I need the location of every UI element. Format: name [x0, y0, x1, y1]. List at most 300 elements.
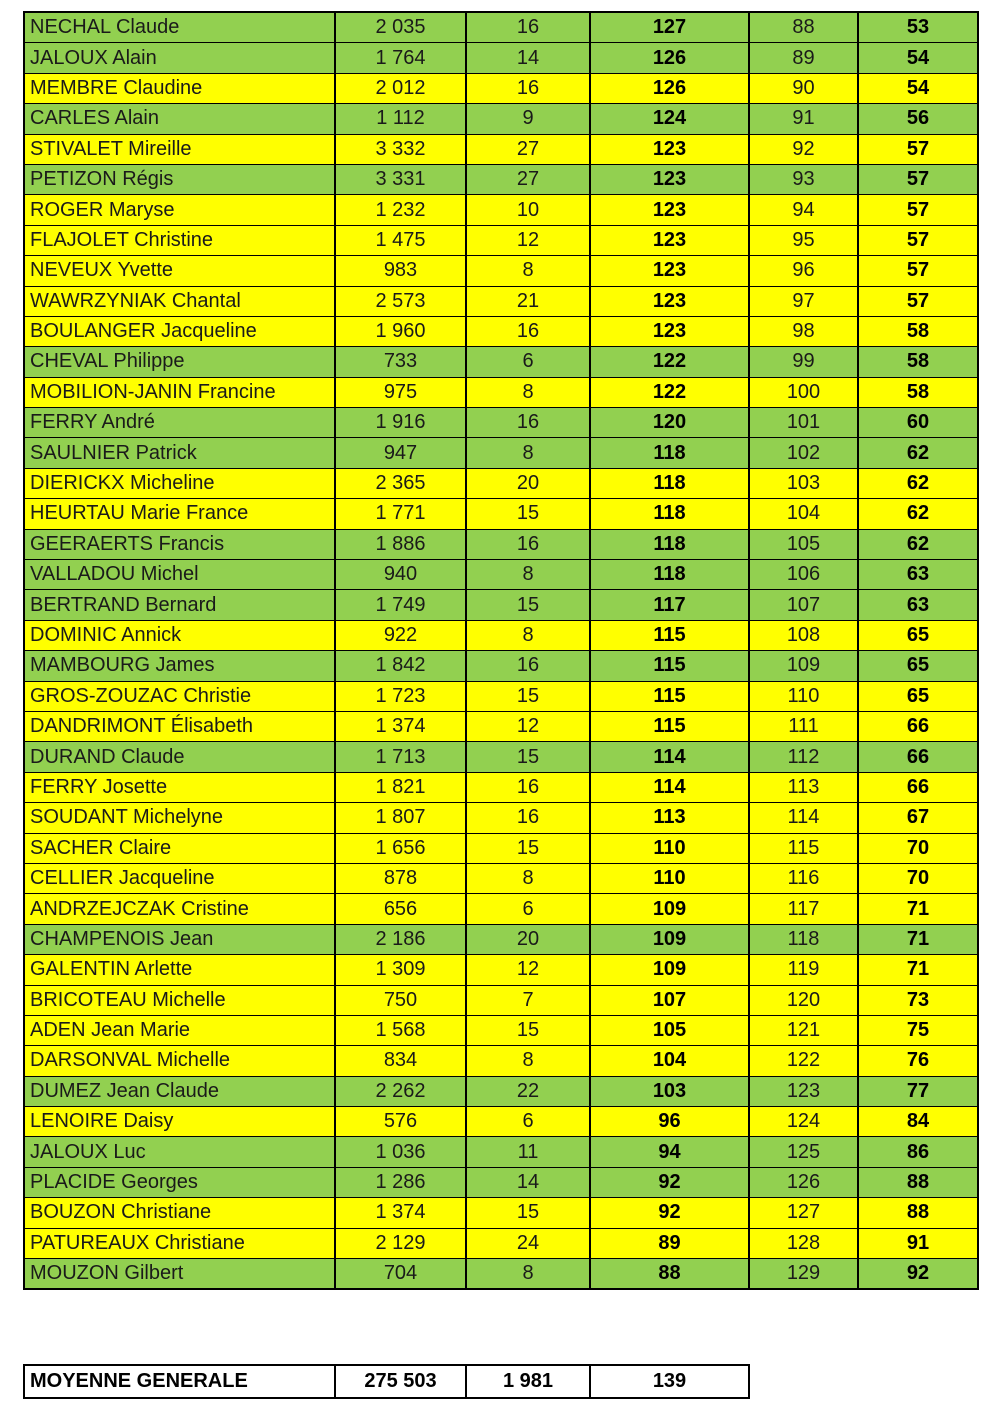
total-points: 704: [335, 1259, 466, 1290]
gap-value: 62: [858, 499, 978, 529]
rank: 108: [749, 620, 858, 650]
table-row: [24, 985, 978, 1015]
total-points: 1 374: [335, 1198, 466, 1228]
average-score: 123: [590, 195, 749, 225]
total-points: 1 749: [335, 590, 466, 620]
total-points: 983: [335, 256, 466, 286]
participant-name: FERRY André: [24, 408, 335, 438]
table-row: [24, 651, 978, 681]
participant-name: PLACIDE Georges: [24, 1167, 335, 1197]
rank: 120: [749, 985, 858, 1015]
average-score: 123: [590, 134, 749, 164]
average-score: 113: [590, 803, 749, 833]
table-row: [24, 955, 978, 985]
total-points: 3 332: [335, 134, 466, 164]
rank: 94: [749, 195, 858, 225]
participant-name: BOUZON Christiane: [24, 1198, 335, 1228]
games-count: 16: [466, 316, 590, 346]
games-count: 12: [466, 225, 590, 255]
participant-name: ANDRZEJCZAK Cristine: [24, 894, 335, 924]
total-points: 1 916: [335, 408, 466, 438]
gap-value: 54: [858, 73, 978, 103]
table-row: [24, 377, 978, 407]
games-count: 16: [466, 408, 590, 438]
table-row: [24, 316, 978, 346]
games-count: 16: [466, 651, 590, 681]
rank: 113: [749, 772, 858, 802]
table-row: [24, 1198, 978, 1228]
total-points: 1 374: [335, 711, 466, 741]
gap-value: 84: [858, 1107, 978, 1137]
participant-name: LENOIRE Daisy: [24, 1107, 335, 1137]
games-count: 16: [466, 772, 590, 802]
average-score: 126: [590, 73, 749, 103]
average-score: 126: [590, 43, 749, 73]
games-count: 8: [466, 438, 590, 468]
table-row: [24, 1015, 978, 1045]
gap-value: 88: [858, 1198, 978, 1228]
gap-value: 70: [858, 833, 978, 863]
games-count: 15: [466, 590, 590, 620]
rank: 126: [749, 1167, 858, 1197]
rank: 110: [749, 681, 858, 711]
games-count: 16: [466, 73, 590, 103]
results-table: [23, 11, 979, 1290]
rank: 92: [749, 134, 858, 164]
average-score: 123: [590, 316, 749, 346]
average-score: 118: [590, 438, 749, 468]
games-count: 15: [466, 742, 590, 772]
participant-name: VALLADOU Michel: [24, 560, 335, 590]
participant-name: NEVEUX Yvette: [24, 256, 335, 286]
average-score: 115: [590, 681, 749, 711]
summary-row: [24, 1365, 749, 1398]
participant-name: CHEVAL Philippe: [24, 347, 335, 377]
participant-name: FERRY Josette: [24, 772, 335, 802]
table-row: [24, 286, 978, 316]
gap-value: 76: [858, 1046, 978, 1076]
table-row: [24, 43, 978, 73]
total-points: 1 842: [335, 651, 466, 681]
total-points: 1 656: [335, 833, 466, 863]
table-row: [24, 12, 978, 43]
rank: 119: [749, 955, 858, 985]
rank: 93: [749, 164, 858, 194]
rank: 121: [749, 1015, 858, 1045]
total-points: 2 129: [335, 1228, 466, 1258]
average-score: 109: [590, 955, 749, 985]
gap-value: 71: [858, 924, 978, 954]
rank: 100: [749, 377, 858, 407]
games-count: 21: [466, 286, 590, 316]
rank: 101: [749, 408, 858, 438]
participant-name: ADEN Jean Marie: [24, 1015, 335, 1045]
gap-value: 66: [858, 772, 978, 802]
gap-value: 57: [858, 286, 978, 316]
total-points: 733: [335, 347, 466, 377]
gap-value: 65: [858, 651, 978, 681]
average-score: 115: [590, 711, 749, 741]
gap-value: 57: [858, 256, 978, 286]
participant-name: GEERAERTS Francis: [24, 529, 335, 559]
total-points: 1 807: [335, 803, 466, 833]
average-score: 89: [590, 1228, 749, 1258]
total-points: 1 960: [335, 316, 466, 346]
summary-average: 139: [590, 1365, 749, 1398]
gap-value: 62: [858, 468, 978, 498]
average-score: 115: [590, 651, 749, 681]
table-row: [24, 1259, 978, 1290]
games-count: 15: [466, 499, 590, 529]
gap-value: 58: [858, 347, 978, 377]
table-row: [24, 438, 978, 468]
table-row: [24, 833, 978, 863]
rank: 116: [749, 863, 858, 893]
table-row: [24, 681, 978, 711]
games-count: 15: [466, 1198, 590, 1228]
games-count: 14: [466, 43, 590, 73]
total-points: 1 036: [335, 1137, 466, 1167]
table-row: [24, 590, 978, 620]
participant-name: ROGER Maryse: [24, 195, 335, 225]
rank: 106: [749, 560, 858, 590]
table-row: [24, 104, 978, 134]
participant-name: DOMINIC Annick: [24, 620, 335, 650]
rank: 111: [749, 711, 858, 741]
table-row: [24, 134, 978, 164]
gap-value: 53: [858, 12, 978, 43]
total-points: 3 331: [335, 164, 466, 194]
rank: 98: [749, 316, 858, 346]
participant-name: GROS-ZOUZAC Christie: [24, 681, 335, 711]
gap-value: 60: [858, 408, 978, 438]
total-points: 2 186: [335, 924, 466, 954]
table-row: [24, 408, 978, 438]
gap-value: 56: [858, 104, 978, 134]
gap-value: 92: [858, 1259, 978, 1290]
total-points: 1 886: [335, 529, 466, 559]
average-score: 114: [590, 772, 749, 802]
total-points: 947: [335, 438, 466, 468]
participant-name: MEMBRE Claudine: [24, 73, 335, 103]
games-count: 16: [466, 803, 590, 833]
gap-value: 57: [858, 164, 978, 194]
participant-name: NECHAL Claude: [24, 12, 335, 43]
participant-name: DURAND Claude: [24, 742, 335, 772]
participant-name: SAULNIER Patrick: [24, 438, 335, 468]
total-points: 750: [335, 985, 466, 1015]
games-count: 14: [466, 1167, 590, 1197]
rank: 105: [749, 529, 858, 559]
rank: 125: [749, 1137, 858, 1167]
participant-name: DARSONVAL Michelle: [24, 1046, 335, 1076]
games-count: 15: [466, 833, 590, 863]
games-count: 15: [466, 1015, 590, 1045]
summary-label: MOYENNE GENERALE: [24, 1365, 335, 1398]
total-points: 1 568: [335, 1015, 466, 1045]
gap-value: 66: [858, 742, 978, 772]
rank: 128: [749, 1228, 858, 1258]
participant-name: WAWRZYNIAK Chantal: [24, 286, 335, 316]
average-score: 110: [590, 833, 749, 863]
games-count: 27: [466, 134, 590, 164]
gap-value: 71: [858, 955, 978, 985]
participant-name: PETIZON Régis: [24, 164, 335, 194]
average-score: 123: [590, 164, 749, 194]
participant-name: DANDRIMONT Élisabeth: [24, 711, 335, 741]
table-row: [24, 225, 978, 255]
table-row: [24, 1046, 978, 1076]
table-row: [24, 560, 978, 590]
gap-value: 65: [858, 620, 978, 650]
participant-name: BRICOTEAU Michelle: [24, 985, 335, 1015]
participant-name: HEURTAU Marie France: [24, 499, 335, 529]
rank: 91: [749, 104, 858, 134]
rank: 89: [749, 43, 858, 73]
table-row: [24, 772, 978, 802]
gap-value: 71: [858, 894, 978, 924]
table-row: [24, 73, 978, 103]
rank: 99: [749, 347, 858, 377]
average-score: 122: [590, 377, 749, 407]
table-row: [24, 924, 978, 954]
results-table-body: [24, 12, 978, 1289]
table-row: [24, 499, 978, 529]
table-row: [24, 894, 978, 924]
average-score: 115: [590, 620, 749, 650]
average-score: 122: [590, 347, 749, 377]
table-row: [24, 803, 978, 833]
total-points: 576: [335, 1107, 466, 1137]
total-points: 1 286: [335, 1167, 466, 1197]
table-row: [24, 347, 978, 377]
games-count: 12: [466, 955, 590, 985]
total-points: 656: [335, 894, 466, 924]
games-count: 6: [466, 1107, 590, 1137]
participant-name: DUMEZ Jean Claude: [24, 1076, 335, 1106]
total-points: 1 713: [335, 742, 466, 772]
average-score: 118: [590, 499, 749, 529]
table-row: [24, 164, 978, 194]
average-score: 114: [590, 742, 749, 772]
participant-name: JALOUX Luc: [24, 1137, 335, 1167]
table-row: [24, 620, 978, 650]
games-count: 10: [466, 195, 590, 225]
average-score: 123: [590, 256, 749, 286]
total-points: 1 232: [335, 195, 466, 225]
summary-count: 1 981: [466, 1365, 590, 1398]
rank: 102: [749, 438, 858, 468]
average-score: 105: [590, 1015, 749, 1045]
participant-name: CHAMPENOIS Jean: [24, 924, 335, 954]
rank: 95: [749, 225, 858, 255]
table-row: [24, 1137, 978, 1167]
total-points: 2 573: [335, 286, 466, 316]
average-score: 123: [590, 286, 749, 316]
rank: 109: [749, 651, 858, 681]
table-row: [24, 742, 978, 772]
total-points: 878: [335, 863, 466, 893]
average-score: 118: [590, 468, 749, 498]
gap-value: 58: [858, 377, 978, 407]
total-points: 1 723: [335, 681, 466, 711]
average-score: 92: [590, 1167, 749, 1197]
participant-name: GALENTIN Arlette: [24, 955, 335, 985]
total-points: 2 262: [335, 1076, 466, 1106]
summary-total: 275 503: [335, 1365, 466, 1398]
rank: 103: [749, 468, 858, 498]
games-count: 27: [466, 164, 590, 194]
participant-name: SACHER Claire: [24, 833, 335, 863]
average-score: 123: [590, 225, 749, 255]
average-score: 109: [590, 924, 749, 954]
rank: 104: [749, 499, 858, 529]
summary-table: [23, 1364, 750, 1399]
rank: 124: [749, 1107, 858, 1137]
total-points: 1 764: [335, 43, 466, 73]
gap-value: 75: [858, 1015, 978, 1045]
total-points: 1 309: [335, 955, 466, 985]
rank: 115: [749, 833, 858, 863]
table-row: [24, 1076, 978, 1106]
participant-name: SOUDANT Michelyne: [24, 803, 335, 833]
games-count: 20: [466, 468, 590, 498]
average-score: 94: [590, 1137, 749, 1167]
participant-name: CARLES Alain: [24, 104, 335, 134]
participant-name: BOULANGER Jacqueline: [24, 316, 335, 346]
gap-value: 62: [858, 438, 978, 468]
games-count: 8: [466, 1259, 590, 1290]
table-row: [24, 711, 978, 741]
total-points: 2 012: [335, 73, 466, 103]
total-points: 834: [335, 1046, 466, 1076]
total-points: 2 035: [335, 12, 466, 43]
participant-name: MAMBOURG James: [24, 651, 335, 681]
average-score: 107: [590, 985, 749, 1015]
table-row: [24, 863, 978, 893]
gap-value: 77: [858, 1076, 978, 1106]
rank: 123: [749, 1076, 858, 1106]
average-score: 118: [590, 529, 749, 559]
table-row: [24, 195, 978, 225]
gap-value: 88: [858, 1167, 978, 1197]
total-points: 975: [335, 377, 466, 407]
participant-name: DIERICKX Micheline: [24, 468, 335, 498]
rank: 129: [749, 1259, 858, 1290]
games-count: 9: [466, 104, 590, 134]
average-score: 127: [590, 12, 749, 43]
games-count: 8: [466, 377, 590, 407]
gap-value: 57: [858, 225, 978, 255]
average-score: 118: [590, 560, 749, 590]
table-row: [24, 529, 978, 559]
games-count: 24: [466, 1228, 590, 1258]
average-score: 88: [590, 1259, 749, 1290]
participant-name: FLAJOLET Christine: [24, 225, 335, 255]
table-row: [24, 1167, 978, 1197]
gap-value: 67: [858, 803, 978, 833]
games-count: 16: [466, 529, 590, 559]
average-score: 96: [590, 1107, 749, 1137]
gap-value: 86: [858, 1137, 978, 1167]
games-count: 15: [466, 681, 590, 711]
rank: 114: [749, 803, 858, 833]
table-row: [24, 1107, 978, 1137]
table-row: [24, 468, 978, 498]
participant-name: STIVALET Mireille: [24, 134, 335, 164]
total-points: 1 821: [335, 772, 466, 802]
games-count: 8: [466, 1046, 590, 1076]
total-points: 940: [335, 560, 466, 590]
table-row: [24, 256, 978, 286]
rank: 127: [749, 1198, 858, 1228]
rank: 118: [749, 924, 858, 954]
rank: 117: [749, 894, 858, 924]
gap-value: 70: [858, 863, 978, 893]
games-count: 8: [466, 863, 590, 893]
games-count: 16: [466, 12, 590, 43]
games-count: 22: [466, 1076, 590, 1106]
games-count: 7: [466, 985, 590, 1015]
table-row: [24, 1228, 978, 1258]
gap-value: 54: [858, 43, 978, 73]
average-score: 110: [590, 863, 749, 893]
participant-name: PATUREAUX Christiane: [24, 1228, 335, 1258]
average-score: 117: [590, 590, 749, 620]
rank: 112: [749, 742, 858, 772]
total-points: 922: [335, 620, 466, 650]
rank: 107: [749, 590, 858, 620]
total-points: 1 771: [335, 499, 466, 529]
participant-name: CELLIER Jacqueline: [24, 863, 335, 893]
games-count: 8: [466, 256, 590, 286]
rank: 96: [749, 256, 858, 286]
gap-value: 91: [858, 1228, 978, 1258]
rank: 88: [749, 12, 858, 43]
games-count: 12: [466, 711, 590, 741]
games-count: 20: [466, 924, 590, 954]
gap-value: 57: [858, 195, 978, 225]
rank: 90: [749, 73, 858, 103]
average-score: 92: [590, 1198, 749, 1228]
gap-value: 73: [858, 985, 978, 1015]
games-count: 11: [466, 1137, 590, 1167]
gap-value: 58: [858, 316, 978, 346]
average-score: 104: [590, 1046, 749, 1076]
participant-name: JALOUX Alain: [24, 43, 335, 73]
gap-value: 66: [858, 711, 978, 741]
gap-value: 57: [858, 134, 978, 164]
average-score: 124: [590, 104, 749, 134]
gap-value: 62: [858, 529, 978, 559]
gap-value: 65: [858, 681, 978, 711]
gap-value: 63: [858, 560, 978, 590]
participant-name: BERTRAND Bernard: [24, 590, 335, 620]
rank: 97: [749, 286, 858, 316]
games-count: 6: [466, 894, 590, 924]
games-count: 6: [466, 347, 590, 377]
participant-name: MOBILION-JANIN Francine: [24, 377, 335, 407]
total-points: 1 475: [335, 225, 466, 255]
average-score: 109: [590, 894, 749, 924]
games-count: 8: [466, 620, 590, 650]
participant-name: MOUZON Gilbert: [24, 1259, 335, 1290]
total-points: 2 365: [335, 468, 466, 498]
average-score: 103: [590, 1076, 749, 1106]
games-count: 8: [466, 560, 590, 590]
average-score: 120: [590, 408, 749, 438]
total-points: 1 112: [335, 104, 466, 134]
